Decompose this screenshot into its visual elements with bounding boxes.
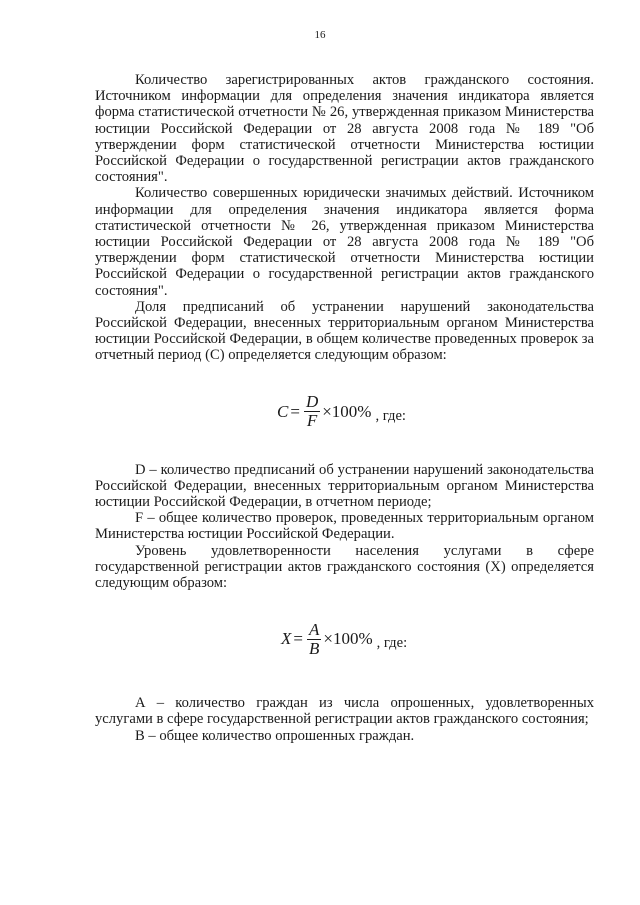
formula-c <box>277 388 594 436</box>
paragraph-satisfaction-level: Уровень удовлетворенности населения услугами в сфере государственной регистрации актов гражданского состояния (Х) определяется следующим образом: <box>95 542 594 592</box>
formula-x-lhs: X <box>281 629 292 649</box>
formula-c-multiplier: ×100% <box>322 401 372 421</box>
formula-x-numerator: A <box>308 619 320 639</box>
formula-c-equals: = <box>290 401 300 421</box>
formula-x-multiplier: ×100% <box>323 629 373 649</box>
formula-c-fraction <box>304 393 320 430</box>
formula-x-suffix: , где: <box>376 635 408 652</box>
formula-x-fraction <box>307 621 321 658</box>
formula-c-suffix: , где: <box>375 407 406 424</box>
paragraph-definition-a: А – количество граждан из числа опрошенных, удовлетворенных услугами в сфере государственной регистрации актов гражданского состояния; <box>95 695 594 728</box>
paragraph-legal-actions: Количество совершенных юридически значимых действий. Источником информации для определения значения индикатора является форма статистической отчетности № 26, утвержденная приказом Министерства юстиции Российской Федерации от 28 августа 2008 года № 189 "Об утверждении форм статистической отчетности Министерства юстиции Российской Федерации о государственной регистрации актов гражданского состояния". <box>95 185 594 299</box>
formula-x-equals: = <box>293 629 303 649</box>
paragraph-definition-f: F – общее количество проверок, проведенных территориальным органом Министерства юстиции Российской Федерации. <box>95 510 594 543</box>
page-number: 16 <box>314 29 326 41</box>
formula-c-numerator: D <box>305 392 319 412</box>
paragraph-definition-d: D – количество предписаний об устранении нарушений законодательства Российской Федерации, внесенных территориальным органом Министерства юстиции Российской Федерации, в отчетном периоде; <box>95 461 594 511</box>
paragraph-prescriptions-share: Доля предписаний об устранении нарушений законодательства Российской Федерации, внесенных территориальным органом Министерства юстиции Российской Федерации, в общем количестве проведенных проверок за отчетный период (С) определяется следующим образом: <box>95 298 594 364</box>
formula-x-denominator: B <box>308 638 320 658</box>
document-body <box>95 72 594 744</box>
formula-c-denominator: F <box>306 411 318 431</box>
paragraph-definition-b: В – общее количество опрошенных граждан. <box>135 727 415 744</box>
paragraph-registered-acts: Количество зарегистрированных актов гражданского состояния. Источником информации для определения значения индикатора является форма статистической отчетности № 26, утвержденная приказом Министерства юстиции Российской Федерации от 28 августа 2008 года № 189 "Об утверждении форм статистической отчетности Министерства юстиции Российской Федерации о государственной регистрации актов гражданского состояния". <box>95 72 594 186</box>
formula-x <box>281 615 594 663</box>
formula-c-lhs: C <box>277 401 289 421</box>
